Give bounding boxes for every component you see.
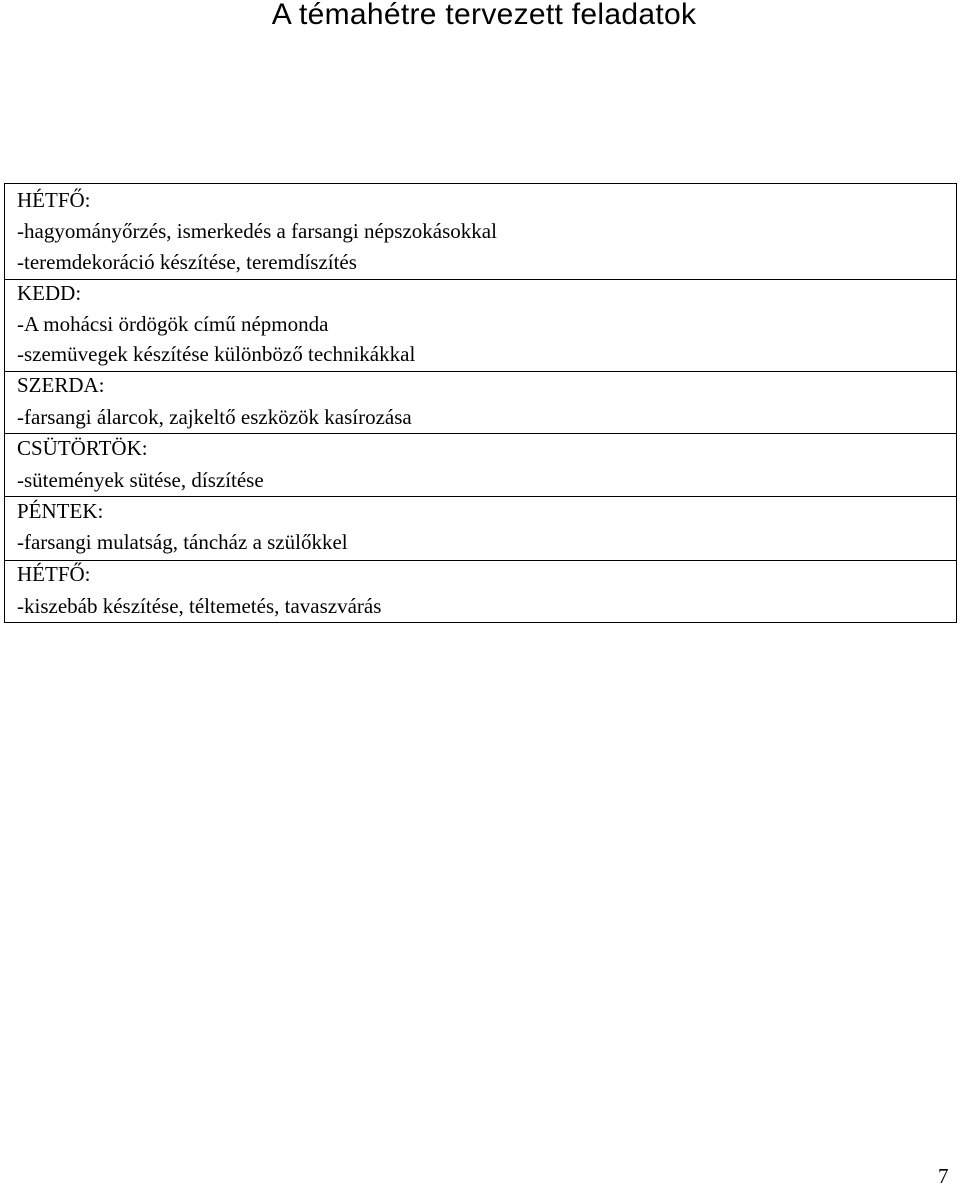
task-item: -sütemények sütése, díszítése [17, 468, 264, 492]
day-label-friday: PÉNTEK: [17, 499, 104, 523]
task-item: -farsangi álarcok, zajkeltő eszközök kasírozása [17, 405, 412, 429]
day-label-tuesday: KEDD: [17, 281, 82, 305]
day-label-wednesday: SZERDA: [17, 373, 105, 397]
day-label-monday: HÉTFŐ: [17, 188, 91, 212]
task-item: -hagyományőrzés, ismerkedés a farsangi népszokásokkal [17, 219, 497, 243]
task-item: -farsangi mulatság, táncház a szülőkkel [17, 530, 348, 554]
task-item: -A mohácsi ördögök című népmonda [17, 312, 329, 336]
day-label-thursday: CSÜTÖRTÖK: [17, 436, 148, 460]
task-item: -teremdekoráció készítése, teremdíszítés [17, 250, 357, 274]
task-item: -kiszebáb készítése, téltemetés, tavaszvárás [17, 594, 382, 618]
page-title: A témahétre tervezett feladatok [271, 0, 697, 31]
task-item: -szemüvegek készítése különböző technikákkal [17, 342, 416, 366]
page-number: 7 [938, 1164, 949, 1188]
day-block-friday [5, 496, 956, 560]
day-block-monday [5, 184, 956, 278]
day-block-wednesday [5, 371, 956, 433]
day-label-next-monday: HÉTFŐ: [17, 562, 91, 586]
day-block-next-monday [5, 560, 956, 623]
schedule-box [4, 183, 957, 623]
day-block-thursday [5, 433, 956, 496]
day-block-tuesday [5, 279, 956, 371]
